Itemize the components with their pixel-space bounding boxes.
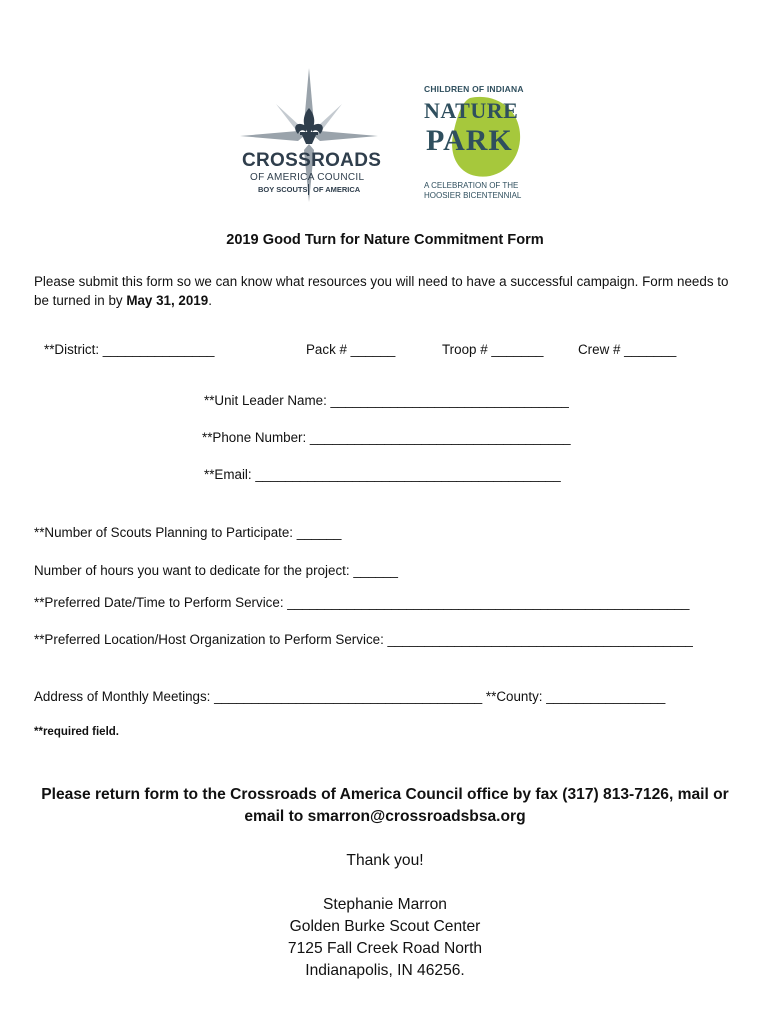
intro-end: . [208, 293, 212, 308]
signature-name: Stephanie Marron [323, 896, 447, 913]
logo-right-park: PARK [426, 124, 513, 157]
logo-right-top: CHILDREN OF INDIANA [424, 84, 524, 94]
signature-city: Indianapolis, IN 46256. [305, 962, 465, 979]
hours-field[interactable]: Number of hours you want to dedicate for the project: ______ [34, 563, 398, 578]
intro-text: Please submit this form so we can know what resources you will need to have a successful campaign. Form needs to be turned in by [34, 274, 729, 308]
troop-field[interactable]: Troop # _______ [442, 342, 544, 357]
logo-right-nature: NATURE [424, 98, 519, 123]
unit-leader-field[interactable]: **Unit Leader Name: ________________________________ [204, 393, 569, 408]
logo-left-line1: CROSSROADS [242, 150, 382, 171]
location-field[interactable]: **Preferred Location/Host Organization to Perform Service: _________________________________________ [34, 632, 693, 647]
date-time-field[interactable]: **Preferred Date/Time to Perform Service: ______________________________________________________ [34, 595, 690, 610]
signature-street: 7125 Fall Creek Road North [287, 940, 483, 957]
return-instructions: Please return form to the Crossroads of America Council office by fax (317) 813-7126, mail or email to smarron@crossroadsbsa.org [41, 786, 729, 825]
crossroads-logo [236, 66, 382, 206]
scouts-count-field[interactable]: **Number of Scouts Planning to Participate: ______ [34, 525, 342, 540]
logo-left-divider [308, 184, 309, 195]
address-county-field[interactable]: Address of Monthly Meetings: ____________________________________ **County: ________________ [34, 689, 666, 704]
logo-left-line2: OF AMERICA COUNCIL [250, 172, 365, 183]
logo-right-tag1: A CELEBRATION OF THE [424, 181, 519, 190]
pack-field[interactable]: Pack # ______ [306, 342, 396, 357]
form-title: 2019 Good Turn for Nature Commitment Form [226, 232, 544, 248]
thank-you: Thank you! [346, 852, 424, 869]
logo-right-tag2: HOOSIER BICENTENNIAL [424, 191, 522, 200]
logo-left-line3a: BOY SCOUTS [258, 185, 308, 194]
district-field[interactable]: **District: _______________ [44, 342, 215, 357]
intro-deadline: May 31, 2019 [126, 293, 209, 308]
required-note: **required field. [34, 726, 119, 738]
phone-field[interactable]: **Phone Number: ___________________________________ [202, 430, 571, 445]
nature-park-logo [418, 80, 538, 204]
signature-org: Golden Burke Scout Center [289, 918, 481, 935]
crew-field[interactable]: Crew # _______ [578, 342, 677, 357]
email-field[interactable]: **Email: _________________________________________ [204, 467, 561, 482]
intro-paragraph [34, 272, 744, 310]
logo-left-line3b: OF AMERICA [313, 185, 361, 194]
